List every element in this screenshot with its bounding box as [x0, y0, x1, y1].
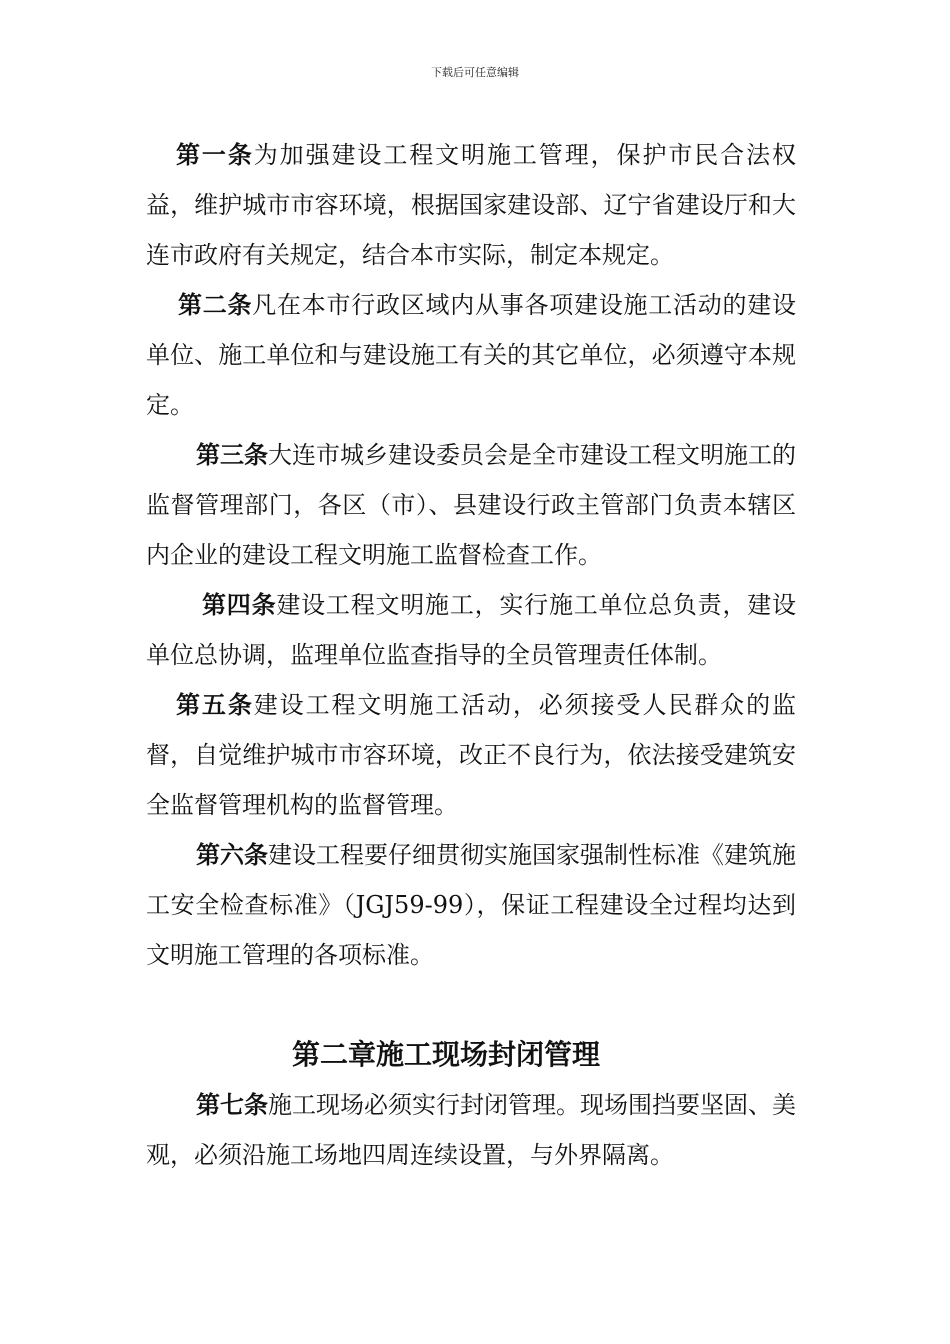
- article-text: 大连市城乡建设委员会是全市建设工程文明施工的监督管理部门，各区（市）、县建设行政主管部门负责本辖区内企业的建设工程文明施工监督检查工作。: [146, 441, 796, 569]
- article-text: 施工现场必须实行封闭管理。现场围挡要坚固、美观，必须沿施工场地四周连续设置，与外界隔离。: [146, 1091, 796, 1169]
- document-body: [146, 130, 796, 1180]
- article-heading: 第三条: [196, 441, 268, 469]
- article-text: 凡在本市行政区域内从事各项建设施工活动的建设单位、施工单位和与建设施工有关的其它单位，必须遵守本规定。: [146, 291, 796, 419]
- article-heading: 第四条: [202, 591, 277, 619]
- article-6: [146, 830, 796, 980]
- article-text: 建设工程文明施工活动，必须接受人民群众的监督，自觉维护城市市容环境，改正不良行为，依法接受建筑安全监督管理机构的监督管理。: [146, 691, 797, 819]
- article-text: 建设工程要仔细贯彻实施国家强制性标准《建筑施工安全检查标准》（JGJ59-99），保证工程建设全过程均达到文明施工管理的各项标准。: [146, 841, 796, 969]
- article-text: 为加强建设工程文明施工管理，保护市民合法权益，维护城市市容环境，根据国家建设部、辽宁省建设厅和大连市政府有关规定，结合本市实际，制定本规定。: [146, 141, 797, 269]
- article-heading: 第六条: [196, 841, 268, 869]
- page-header: 下载后可任意编辑: [431, 66, 519, 79]
- chapter-title: 第二章施工现场封闭管理: [291, 1038, 600, 1071]
- article-text: 建设工程文明施工，实行施工单位总负责，建设单位总协调，监理单位监查指导的全员管理责任体制。: [146, 591, 797, 669]
- article-heading: 第五条: [176, 691, 254, 719]
- article-3: [146, 430, 796, 580]
- article-7: [146, 1080, 796, 1180]
- article-5: [146, 680, 796, 830]
- article-heading: 第二条: [178, 291, 253, 319]
- article-heading: 第七条: [196, 1091, 268, 1119]
- article-4: [146, 580, 796, 680]
- article-2: [146, 280, 796, 430]
- article-1: [146, 130, 796, 280]
- article-heading: 第一条: [176, 141, 254, 169]
